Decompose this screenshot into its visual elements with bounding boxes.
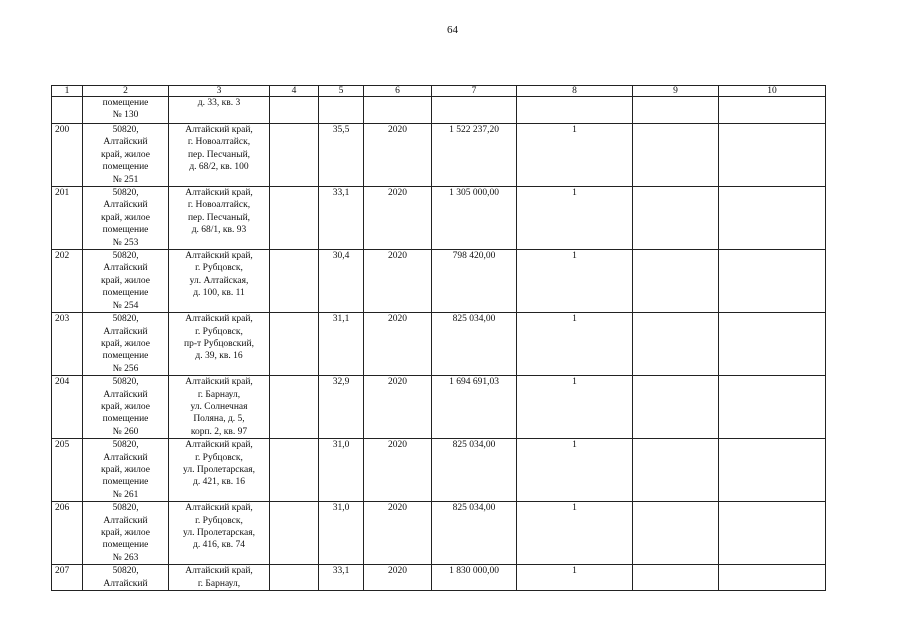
table-row <box>52 502 826 565</box>
column-8-cell: 1 <box>517 250 633 313</box>
column-10-cell <box>719 97 826 124</box>
value-cell <box>432 97 517 124</box>
cell-line: 50820, <box>112 440 139 451</box>
column-9-cell <box>633 313 719 376</box>
table-row <box>52 376 826 439</box>
cell-line: Алтайский край, <box>185 377 253 388</box>
row-number-cell: 205 <box>52 439 83 502</box>
address-cell <box>169 439 270 502</box>
address-cell <box>169 187 270 250</box>
cell-line: Алтайский край, <box>185 188 253 199</box>
row-number-cell: 200 <box>52 124 83 187</box>
cell-line: г. Барнаул, <box>197 578 241 589</box>
cell-line: край, жилое <box>101 464 150 475</box>
object-cell <box>83 376 169 439</box>
table-body <box>52 97 826 591</box>
column-9-cell <box>633 187 719 250</box>
year-cell: 2020 <box>364 439 432 502</box>
cell-line: г. Барнаул, <box>197 389 241 400</box>
cell-line: Алтайский край, <box>185 566 253 577</box>
cell-line: Алтайский край, <box>185 125 253 135</box>
area-cell: 33,1 <box>319 187 364 250</box>
column-header: 4 <box>270 86 319 97</box>
row-number-cell: 207 <box>52 565 83 591</box>
object-cell <box>83 187 169 250</box>
column-10-cell <box>719 250 826 313</box>
cell-line: Алтайский край, <box>185 503 253 514</box>
address-cell <box>169 124 270 187</box>
area-cell: 31,0 <box>319 502 364 565</box>
object-cell <box>83 565 169 591</box>
cell-line: Алтайский <box>103 326 148 337</box>
address-cell <box>169 313 270 376</box>
cell-line: край, жилое <box>101 212 150 223</box>
cell-line: г. Новоалтайск, <box>187 200 251 211</box>
cell-line: д. 68/1, кв. 93 <box>191 225 247 236</box>
column-4-cell <box>270 502 319 565</box>
cell-line: помещение <box>102 414 149 425</box>
row-number-cell: 202 <box>52 250 83 313</box>
value-cell: 825 034,00 <box>432 502 517 565</box>
column-8-cell: 1 <box>517 187 633 250</box>
object-cell <box>83 97 169 124</box>
cell-line: край, жилое <box>101 275 150 286</box>
value-cell: 1 830 000,00 <box>432 565 517 591</box>
cell-line: Алтайский <box>103 389 148 400</box>
column-header: 3 <box>169 86 270 97</box>
address-cell <box>169 376 270 439</box>
cell-line: ул. Пролетарская, <box>183 528 255 538</box>
column-8-cell <box>517 97 633 124</box>
column-4-cell <box>270 97 319 124</box>
page-number: 64 <box>447 24 458 36</box>
cell-line: край, жилое <box>101 528 150 538</box>
cell-line: Поляна, д. 5, <box>193 414 245 425</box>
cell-line: ул. Алтайская, <box>189 275 249 286</box>
column-8-cell: 1 <box>517 502 633 565</box>
cell-line: край, жилое <box>101 149 150 160</box>
cell-line: д. 416, кв. 74 <box>193 540 245 551</box>
year-cell: 2020 <box>364 250 432 313</box>
cell-line: 50820, <box>112 314 139 325</box>
cell-line: край, жилое <box>101 338 150 349</box>
address-cell <box>169 250 270 313</box>
address-cell <box>169 565 270 591</box>
column-header: 7 <box>432 86 517 97</box>
table-row <box>52 187 826 250</box>
cell-line: помещение <box>102 288 149 299</box>
column-4-cell <box>270 124 319 187</box>
cell-line: д. 33, кв. 3 <box>197 98 241 108</box>
column-header: 1 <box>52 86 83 97</box>
cell-line: № 130 <box>112 110 139 121</box>
column-header: 6 <box>364 86 432 97</box>
column-8-cell: 1 <box>517 376 633 439</box>
cell-line: д. 100, кв. 11 <box>193 288 245 299</box>
cell-line: Алтайский край, <box>185 440 253 451</box>
column-10-cell <box>719 313 826 376</box>
cell-line: г. Рубцовск, <box>195 515 243 526</box>
header-row <box>52 86 826 97</box>
table-row <box>52 124 826 187</box>
object-cell <box>83 313 169 376</box>
column-header: 2 <box>83 86 169 97</box>
column-9-cell <box>633 376 719 439</box>
area-cell <box>319 97 364 124</box>
area-cell: 31,0 <box>319 439 364 502</box>
cell-line: Алтайский <box>103 452 148 463</box>
year-cell <box>364 97 432 124</box>
column-10-cell <box>719 439 826 502</box>
cell-line: № 261 <box>112 489 139 500</box>
cell-line: Алтайский <box>103 137 148 148</box>
cell-line: пер. Песчаный, <box>187 212 251 223</box>
column-9-cell <box>633 565 719 591</box>
cell-line: г. Новоалтайск, <box>187 137 251 148</box>
cell-line: Алтайский <box>103 578 148 589</box>
object-cell <box>83 439 169 502</box>
column-10-cell <box>719 502 826 565</box>
row-number-cell <box>52 97 83 124</box>
row-number-cell: 203 <box>52 313 83 376</box>
cell-line: ул. Солнечная <box>190 401 248 412</box>
column-8-cell: 1 <box>517 313 633 376</box>
cell-line: д. 421, кв. 16 <box>193 477 245 488</box>
year-cell: 2020 <box>364 124 432 187</box>
value-cell: 1 305 000,00 <box>432 187 517 250</box>
object-cell <box>83 502 169 565</box>
cell-line: г. Рубцовск, <box>195 326 243 337</box>
column-10-cell <box>719 376 826 439</box>
address-cell <box>169 97 270 124</box>
cell-line: № 263 <box>112 552 139 563</box>
year-cell: 2020 <box>364 502 432 565</box>
object-cell <box>83 250 169 313</box>
row-number-cell: 201 <box>52 187 83 250</box>
column-header: 5 <box>319 86 364 97</box>
cell-line: корп. 2, кв. 97 <box>190 426 248 437</box>
column-10-cell <box>719 187 826 250</box>
cell-line: 50820, <box>112 125 139 135</box>
cell-line: помещение <box>102 351 149 362</box>
cell-line: Алтайский край, <box>185 314 253 325</box>
value-cell: 1 694 691,03 <box>432 376 517 439</box>
column-9-cell <box>633 439 719 502</box>
year-cell: 2020 <box>364 565 432 591</box>
area-cell: 32,9 <box>319 376 364 439</box>
cell-line: № 253 <box>112 237 139 248</box>
column-header: 9 <box>633 86 719 97</box>
column-10-cell <box>719 124 826 187</box>
cell-line: Алтайский край, <box>185 251 253 262</box>
year-cell: 2020 <box>364 376 432 439</box>
cell-line: помещение <box>102 540 149 551</box>
column-header: 10 <box>719 86 826 97</box>
cell-line: помещение <box>102 477 149 488</box>
column-4-cell <box>270 565 319 591</box>
table-row <box>52 250 826 313</box>
value-cell: 1 522 237,20 <box>432 124 517 187</box>
cell-line: д. 39, кв. 16 <box>195 351 243 362</box>
cell-line: № 254 <box>112 300 139 311</box>
year-cell: 2020 <box>364 187 432 250</box>
cell-line: Алтайский <box>103 200 148 211</box>
cell-line: пер. Песчаный, <box>187 149 251 160</box>
cell-line: г. Рубцовск, <box>195 452 243 463</box>
area-cell: 33,1 <box>319 565 364 591</box>
cell-line: Алтайский <box>103 263 148 274</box>
cell-line: 50820, <box>112 188 139 199</box>
column-8-cell: 1 <box>517 439 633 502</box>
cell-line: ул. Пролетарская, <box>183 464 255 475</box>
cell-line: г. Рубцовск, <box>195 263 243 274</box>
cell-line: № 251 <box>112 174 139 185</box>
value-cell: 798 420,00 <box>432 250 517 313</box>
year-cell: 2020 <box>364 313 432 376</box>
row-number-cell: 204 <box>52 376 83 439</box>
column-9-cell <box>633 250 719 313</box>
table-row <box>52 97 826 124</box>
cell-line: помещение <box>102 225 149 236</box>
cell-line: помещение <box>102 98 149 108</box>
row-number-cell: 206 <box>52 502 83 565</box>
cell-line: д. 68/2, кв. 100 <box>189 162 249 173</box>
column-4-cell <box>270 439 319 502</box>
column-4-cell <box>270 376 319 439</box>
property-registry-table <box>51 85 826 591</box>
cell-line: № 256 <box>112 363 139 374</box>
value-cell: 825 034,00 <box>432 439 517 502</box>
table-row <box>52 313 826 376</box>
cell-line: 50820, <box>112 566 139 577</box>
column-9-cell <box>633 502 719 565</box>
column-9-cell <box>633 124 719 187</box>
table-row <box>52 565 826 591</box>
column-10-cell <box>719 565 826 591</box>
cell-line: 50820, <box>112 377 139 388</box>
cell-line: помещение <box>102 162 149 173</box>
column-9-cell <box>633 97 719 124</box>
area-cell: 31,1 <box>319 313 364 376</box>
column-8-cell: 1 <box>517 124 633 187</box>
cell-line: 50820, <box>112 503 139 514</box>
object-cell <box>83 124 169 187</box>
cell-line: пр-т Рубцовский, <box>184 338 254 349</box>
column-8-cell: 1 <box>517 565 633 591</box>
cell-line: Алтайский <box>103 515 148 526</box>
area-cell: 30,4 <box>319 250 364 313</box>
column-header: 8 <box>517 86 633 97</box>
column-4-cell <box>270 313 319 376</box>
cell-line: край, жилое <box>101 401 150 412</box>
column-4-cell <box>270 187 319 250</box>
column-4-cell <box>270 250 319 313</box>
cell-line: № 260 <box>112 426 139 437</box>
area-cell: 35,5 <box>319 124 364 187</box>
address-cell <box>169 502 270 565</box>
table-row <box>52 439 826 502</box>
cell-line: 50820, <box>112 251 139 262</box>
value-cell: 825 034,00 <box>432 313 517 376</box>
